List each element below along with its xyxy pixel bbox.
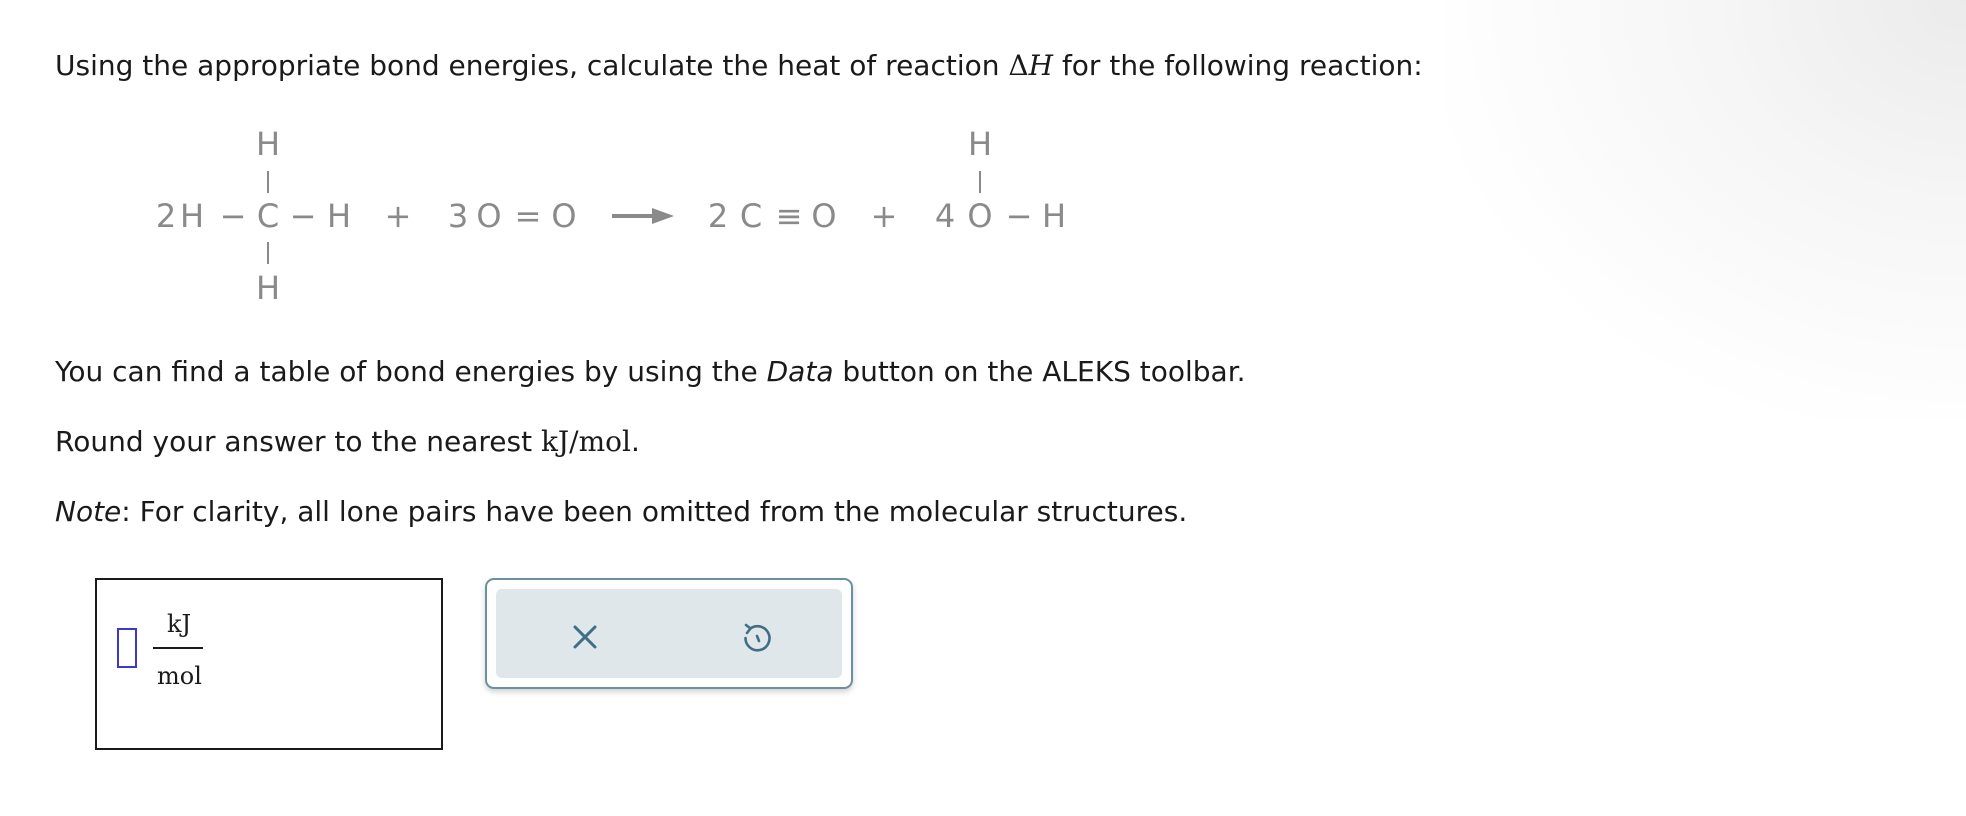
undo-button[interactable] [734,614,780,660]
methane-bond-top [267,171,269,193]
co-oxygen: O [811,197,837,235]
methane-h-left: H [179,197,205,235]
answer-input[interactable] [117,628,137,668]
methane-h-top: H [255,125,281,163]
methane-carbon: C [256,197,280,235]
data-hint [55,354,1246,390]
co-coefficient: 2 [707,197,729,235]
background-fade [1446,0,1966,420]
clear-button[interactable] [562,614,608,660]
delta-symbol: Δ [1008,49,1029,82]
answer-toolbar-panel [496,589,842,678]
reaction-arrow-icon [612,206,674,226]
rounding-instruction [55,424,640,460]
oxygen-o-right: O [551,197,577,235]
water-bond-right: − [1005,197,1033,235]
note-text: : For clarity, all lone pairs have been omitted from the molecular structures. [121,495,1188,528]
x-icon [562,614,608,660]
rounding-text: Round your answer to the nearest [55,425,541,458]
note-label: Note [55,495,122,528]
methane-h-right: H [326,197,352,235]
co-triple-bond: ≡ [775,197,803,235]
water-h-top: H [967,125,993,163]
rounding-unit: kJ/mol [540,425,631,458]
question-prompt [55,48,1423,84]
methane-h-bottom: H [255,269,281,307]
water-bond-top [979,171,981,193]
unit-numerator: kJ [167,610,192,638]
water-oxygen: O [967,197,993,235]
undo-icon [734,614,780,660]
plus-sign-2: + [870,197,898,235]
plus-sign-1: + [384,197,412,235]
data-word: Data [766,355,834,388]
oxygen-coefficient: 3 [447,197,469,235]
answer-box [95,578,443,750]
water-h-right: H [1041,197,1067,235]
prompt-text-end: for the following reaction: [1053,49,1423,82]
oxygen-double-bond: = [514,197,542,235]
methane-bond-left: − [219,197,247,235]
lone-pair-note [55,494,1187,530]
rounding-period: . [630,425,640,458]
water-coefficient: 4 [934,197,956,235]
data-hint-text: You can find a table of bond energies by using the [55,355,767,388]
methane-bond-bottom [267,242,269,264]
oxygen-o-left: O [476,197,502,235]
methane-coefficient: 2 [155,197,177,235]
prompt-text: Using the appropriate bond energies, calculate the heat of reaction [55,49,1009,82]
data-hint-text-end: button on the ALEKS toolbar. [833,355,1246,388]
co-carbon: C [739,197,763,235]
unit-denominator: mol [157,662,202,690]
fraction-bar [153,647,203,649]
enthalpy-symbol: H [1028,49,1054,82]
methane-bond-right: − [289,197,317,235]
answer-toolbar [485,578,853,689]
